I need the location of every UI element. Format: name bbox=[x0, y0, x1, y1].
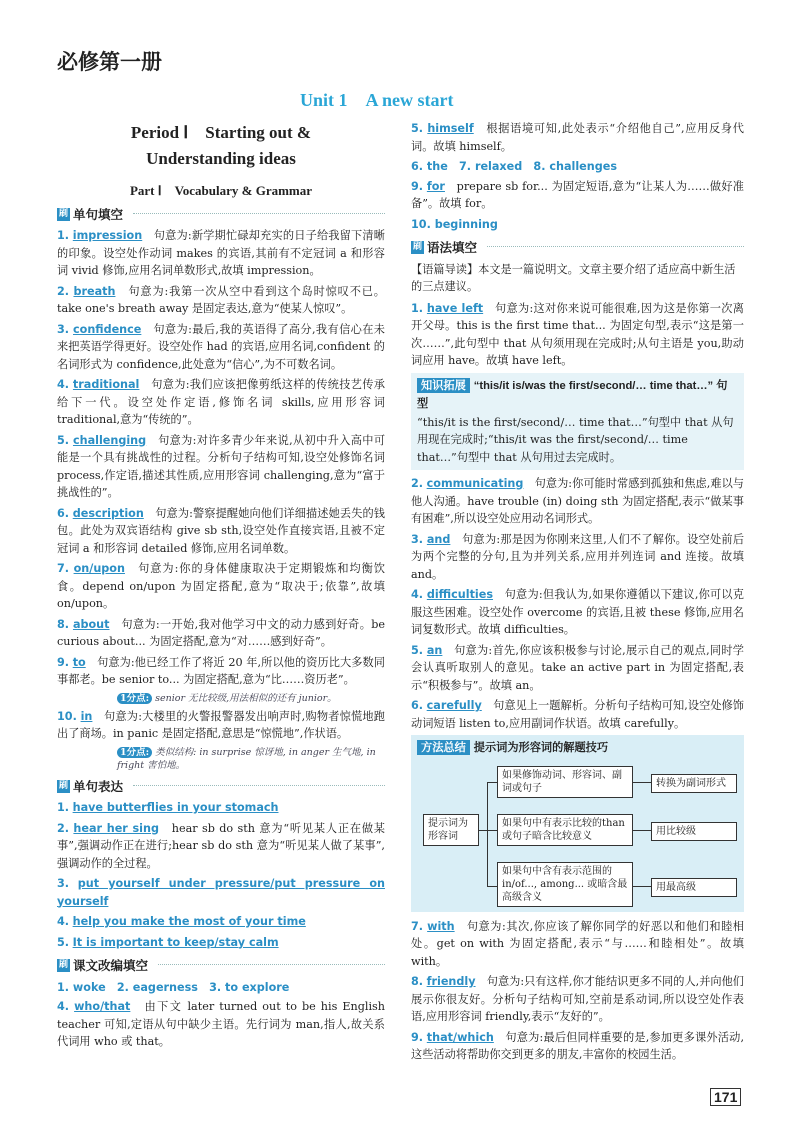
section-header: 刷 单句填空 bbox=[57, 206, 385, 224]
part-title: Part Ⅰ Vocabulary & Grammar bbox=[129, 183, 313, 198]
list-item: 8. about 句意为:一开始,我对他学习中文的动力感到好奇。be curious about... 为固定搭配,意为“对……感到好奇”。 bbox=[57, 617, 385, 648]
section-badge-icon: 刷 bbox=[58, 780, 68, 791]
section-header: 刷 单句表达 bbox=[57, 778, 385, 796]
section-badge-icon: 刷 bbox=[58, 208, 68, 219]
answer-line: 1. woke 2. eagerness 3. to explore bbox=[57, 980, 290, 994]
diagram-branch: 如果句中含有表示范围的in/of..., among... 或暗含最高级含义 bbox=[497, 862, 633, 907]
list-item: 9. that/which 句意为:最后但同样重要的是,参加更多课外活动,这些活动将帮助你交到更多的朋友,丰富你的校园生活。 bbox=[411, 1030, 744, 1061]
section-header: 刷 语法填空 bbox=[411, 239, 744, 257]
list-item: 3. and 句意为:那是因为你刚来这里,人们不了解你。设空处前后为两个完整的分句,且为并列关系,应用并列连词 and 连接。故填 and。 bbox=[411, 532, 745, 581]
unit-title: Unit 1 A new start bbox=[300, 90, 454, 110]
diagram-result: 转换为副词形式 bbox=[651, 774, 737, 793]
section-badge-icon: 刷 bbox=[58, 960, 68, 971]
reading-guide: 【语篇导读】本文是一篇说明文。文章主要介绍了适应高中新生活的三点建议。 bbox=[411, 262, 736, 293]
answer-line: 6. the 7. relaxed 8. challenges bbox=[411, 160, 617, 173]
list-item: 1. have butterflies in your stomach bbox=[57, 801, 279, 814]
left-column bbox=[57, 120, 385, 1054]
list-item: 2. breath 句意为:我第一次从空中看到这个岛时惊叹不已。take one's breath away 是固定表达,意为“使某人惊叹”。 bbox=[57, 284, 385, 315]
period-title: Period Ⅰ Starting out & Understanding ideas bbox=[130, 123, 312, 168]
list-item: 4. help you make the most of your time bbox=[57, 915, 306, 928]
list-item: 3. confidence 句意为:最后,我的英语得了高分,我有信心在未来把英语学得更好。设空处作 had 的宾语,应用名词,confident 的名词形式为 confidence,此处意为“信心”,为不可数名词。 bbox=[57, 322, 385, 371]
section-header: 刷 课文改编填空 bbox=[57, 957, 385, 975]
method-box: 方法总结 提示词为形容词的解题技巧 提示词为形容词 如果修饰动词、形容词、副词或句子 如果句中有表示比较的than或句子暗含比较意义 如果句中含有表示范围的in/of..., among... 或暗含最高级含义 转换为副词形式 用比较级 用最高级 bbox=[411, 735, 744, 912]
diagram-branch: 如果修饰动词、形容词、副词或句子 bbox=[497, 766, 633, 798]
list-item: 3. put yourself under pressure/put pressure on yourself bbox=[57, 877, 385, 908]
knowledge-box: 知识拓展 “this/it is/was the first/second/… time that…” 句型 “this/it is the first/second/… time that…”句型中 that 从句用现在完成时;“this/it was the first/second/… time that…”句型中 that 从句用过去完成时。 bbox=[411, 373, 744, 471]
list-item: 4. who/that 由下文 later turned out to be his English teacher 可知,定语从句中缺少主语。先行词为 man,指人,故关系代词用 who 或 that。 bbox=[57, 1000, 385, 1048]
list-item: 4. difficulties 句意为:但我认为,如果你遵循以下建议,你可以克服这些困难。设空处作 overcome 的宾语,且被 these 修饰,应用名词复数形式。故填 difficulties。 bbox=[411, 588, 744, 636]
list-item: 2. hear her sing hear sb do sth 意为“听见某人正在做某事”,强调动作正在进行;hear sb do sth 意为“听见某人做了某事”,强调动作的全过程。 bbox=[57, 821, 385, 870]
list-item: 4. traditional 句意为:我们应该把像剪纸这样的传统技艺传承给下一代。设空处作定语,修饰名词 skills,应用形容词 traditional,意为“传统的”。 bbox=[57, 378, 385, 426]
page-number: 171 bbox=[710, 1088, 741, 1106]
method-diagram bbox=[417, 764, 738, 904]
list-item: 1. have left 句意为:这对你来说可能很难,因为这是你第一次离开父母。this is the first time that... 为固定句型,表示“这是第一次……”,此句型中 that 从句须用现在完成时;从句主语是 you,助动词应用 have。故填 have left。 bbox=[411, 301, 744, 367]
list-item: 2. communicating 句意为:你可能时常感到孤独和焦虑,难以与他人沟通。have trouble (in) doing sth 为固定搭配,表示“做某事有困难”,所以设空处应用动名词形式。 bbox=[411, 477, 744, 525]
book-title: 必修第一册 bbox=[57, 50, 162, 74]
list-item: 5. an 句意为:首先,你应该积极参与讨论,展示自己的观点,同时学会认真听取别人的意见。take an active part in 为固定搭配,表示“积极参与”。故填 an。 bbox=[411, 643, 744, 692]
diagram-root: 提示词为形容词 bbox=[423, 814, 479, 846]
answer-line: 10. beginning bbox=[411, 217, 498, 231]
diagram-result: 用最高级 bbox=[651, 878, 737, 897]
list-item: 5. It is important to keep/stay calm bbox=[57, 935, 279, 949]
list-item: 5. challenging 句意为:对许多青少年来说,从初中升入高中可能是一个具有挑战性的过程。分析句子结构可知,设空处修饰名词 process,作定语,描述其性质,应用形容词 challenging,意为“富于挑战性的”。 bbox=[57, 433, 386, 499]
diagram-result: 用比较级 bbox=[651, 822, 737, 841]
section-badge-icon: 刷 bbox=[412, 242, 422, 253]
list-item: 9. for prepare sb for... 为固定短语,意为“让某人为……做好准备”。故填 for。 bbox=[411, 179, 744, 210]
list-item: 7. with 句意为:其次,你应该了解你同学的好恶以和他们和睦相处。get on with 为固定搭配,表示“与……和睦相处”。故填 with。 bbox=[411, 919, 744, 968]
right-column bbox=[411, 120, 744, 1067]
list-item: 8. friendly 句意为:只有这样,你才能结识更多不同的人,并向他们展示你很友好。分析句子结构可知,空前是系动词,所以设空处作表语,应用形容词 friendly,表示“友好的”。 bbox=[411, 975, 744, 1023]
list-item: 5. himself 根据语境可知,此处表示“介绍他自己”,应用反身代词。故填 himself。 bbox=[411, 122, 744, 153]
list-item: 6. carefully 句意见上一题解析。分析句子结构可知,设空处修饰动词短语 listen to,应用副词作状语。故填 carefully。 bbox=[411, 699, 744, 730]
list-item: 6. description 句意为:警察提醒她向他们详细描述她丢失的钱包。此处为双宾语结构 give sb sth,设空处作直接宾语,且被不定冠词 a 和形容词 detailed 修饰,应用名词单数。 bbox=[57, 506, 385, 555]
tip-note: 1分点: 类似结构: in surprise 惊讶地, in anger 生气地, in fright 害怕地。 bbox=[117, 746, 376, 771]
diagram-branch: 如果句中有表示比较的than或句子暗含比较意义 bbox=[497, 814, 633, 846]
list-item: 9. to 句意为:他已经工作了将近 20 年,所以他的资历比大多数同事都老。be senior to... 为固定搭配,意为“比……资历老”。 bbox=[57, 655, 385, 686]
list-item: 7. on/upon 句意为:你的身体健康取决于定期锻炼和均衡饮食。depend on/upon 为固定搭配,意为“取决于;依靠”,故填 on/upon。 bbox=[57, 562, 385, 610]
tip-note: 1分点: senior 无比较级,用法相似的还有 junior。 bbox=[117, 692, 385, 705]
list-item: 1. impression 句意为:新学期忙碌却充实的日子给我留下清晰的印象。设空处作动词 makes 的宾语,其前有不定冠词 a 和形容词 vivid 修饰,应用名词单数形式,故填 impression。 bbox=[57, 229, 385, 277]
list-item: 10. in 句意为:大楼里的火警报警器发出响声时,购物者惊慌地跑出了商场。in panic 是固定搭配,意思是“惊慌地”,作状语。 bbox=[57, 709, 385, 740]
